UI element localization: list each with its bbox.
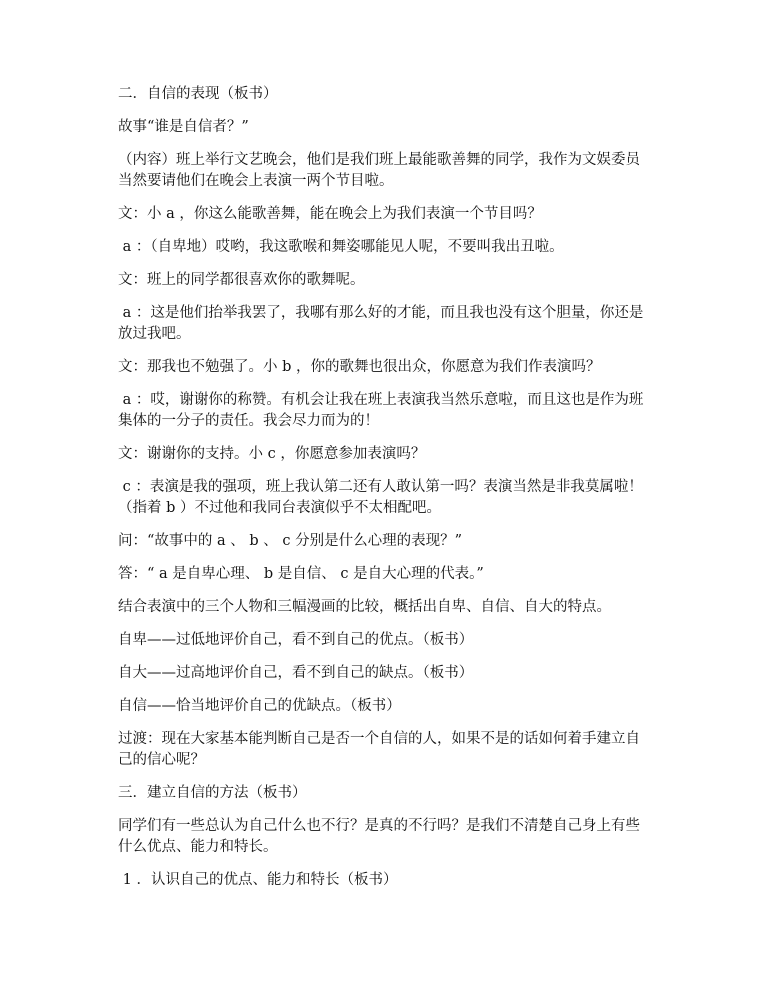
body-paragraph: 同学们有一些总认为自己什么也不行？是真的不行吗？是我们不清楚自己身上有些什么优点、能力和特长。 [118,818,640,855]
story-title: 故事“谁是自信者？” [118,119,249,135]
definition-confidence: 自信——恰当地评价自己的优缺点。（板书） [118,698,401,714]
dialogue-line: 文：小 a ，你这么能歌善舞，能在晚会上为我们表演一个节目吗？ [118,206,542,222]
story-content: （内容）班上举行文艺晚会，他们是我们班上最能歌善舞的同学，我作为文娱委员当然要请他们在晚会上表演一两个节目啦。 [118,152,640,189]
definition-arrogance: 自大——过高地评价自己，看不到自己的缺点。（板书） [118,665,474,681]
dialogue-line: a ：这是他们抬举我罢了，我哪有那么好的才能，而且我也没有这个胆量，你还是放过我吧。 [118,305,644,342]
definition-inferiority: 自卑——过低地评价自己，看不到自己的优点。（板书） [118,632,474,648]
summary-line: 结合表演中的三个人物和三幅漫画的比较，概括出自卑、自信、自大的特点。 [118,599,611,615]
subheading-1: 1 ．认识自己的优点、能力和特长（板书） [118,872,398,888]
transition-line: 过渡：现在大家基本能判断自己是否一个自信的人，如果不是的话如何着手建立自己的信心呢？ [118,731,640,768]
dialogue-line: 文：班上的同学都很喜欢你的歌舞呢。 [118,272,365,288]
dialogue-line: c ：表演是我的强项，班上我认第二还有人敢认第一吗？表演当然是非我莫属啦！（指着 b ）不过他和我同台表演似乎不太相配吧。 [118,479,643,516]
section-heading-2: 二．自信的表现（板书） [118,86,278,102]
answer-line: 答：“ a 是自卑心理、 b 是自信、 c 是自大心理的代表。” [118,566,484,582]
question-line: 问：“故事中的 a 、 b 、 c 分别是什么心理的表现？” [118,533,463,549]
dialogue-line: a ：哎，谢谢你的称赞。有机会让我在班上表演我当然乐意啦，而且这也是作为班集体的一分子的责任。我会尽力而为的！ [118,392,644,429]
section-heading-3: 三．建立自信的方法（板书） [118,785,307,801]
dialogue-line: a ：（自卑地）哎哟，我这歌喉和舞姿哪能见人呢，不要叫我出丑啦。 [118,239,564,255]
dialogue-line: 文：那我也不勉强了。小 b ，你的歌舞也很出众，你愿意为我们作表演吗？ [118,359,601,375]
dialogue-line: 文：谢谢你的支持。小 c ，你愿意参加表演吗？ [118,446,426,462]
